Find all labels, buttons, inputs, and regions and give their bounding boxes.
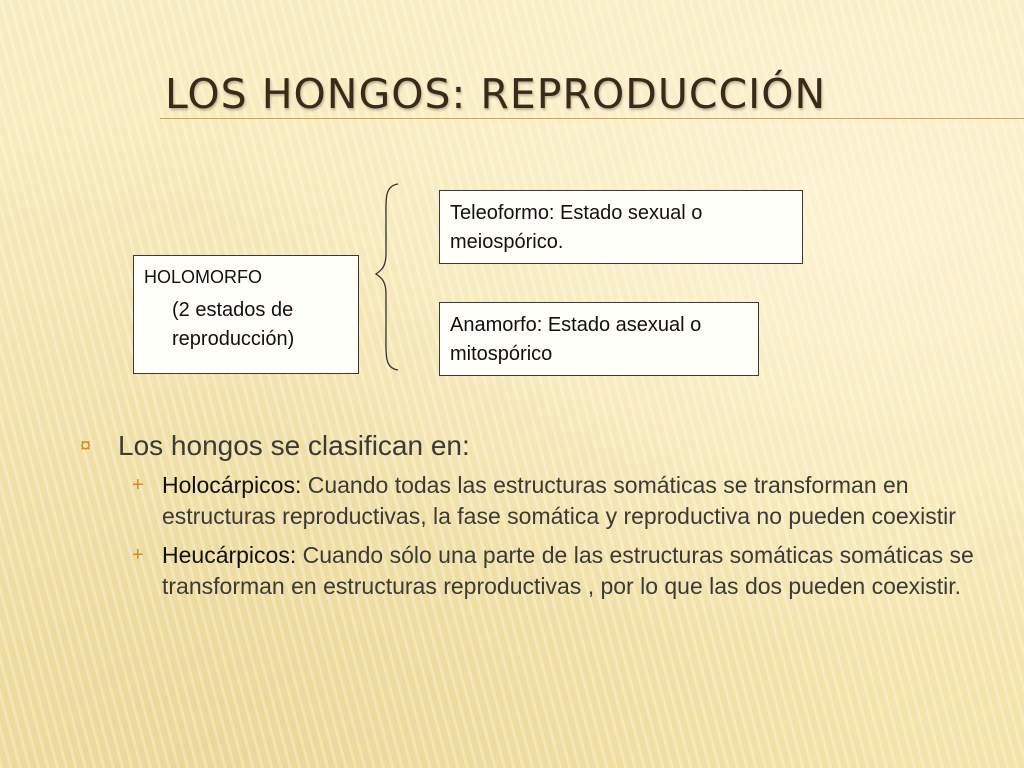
- holocarpicos-desc: Cuando todas las estructuras somáticas se transforman en estructuras reproductivas, la fase somática y reproductiva no pueden coexistir: [162, 472, 956, 529]
- slide-title: LOS HONGOS: REPRODUCCIÓN: [165, 70, 827, 118]
- bullet-list: [80, 428, 1000, 602]
- sub-bullet-heucarpicos: [132, 540, 1000, 602]
- teleoformo-desc: Estado sexual o meiospórico.: [450, 202, 703, 253]
- holomorfo-detail: (2 estados de reproducción): [172, 299, 295, 350]
- star-bullet-icon: ¤: [80, 435, 92, 457]
- plus-bullet-icon: +: [132, 474, 144, 496]
- sub-bullet-text: [162, 470, 982, 532]
- holomorfo-label: HOLOMORFO: [144, 267, 263, 287]
- bullet-main-text: Los hongos se clasifican en:: [118, 430, 470, 461]
- holomorfo-box: [133, 255, 359, 374]
- bullet-main: [80, 428, 1000, 464]
- anamorfo-term: Anamorfo:: [450, 314, 543, 336]
- anamorfo-box: [439, 302, 759, 376]
- plus-bullet-icon: +: [132, 544, 144, 566]
- title-underline: [160, 118, 1024, 119]
- heucarpicos-term: Heucárpicos:: [162, 542, 297, 568]
- curly-brace-icon: [370, 182, 402, 372]
- anamorfo-desc: Estado asexual o mitospórico: [450, 314, 702, 365]
- sub-bullet-text: [162, 540, 982, 602]
- teleoformo-term: Teleoformo:: [450, 202, 555, 224]
- heucarpicos-desc: Cuando sólo una parte de las estructuras somáticas somáticas se transforman en estructuras reproductivas , por lo que las dos pueden coexistir.: [162, 542, 974, 599]
- holocarpicos-term: Holocárpicos:: [162, 472, 302, 498]
- sub-bullet-holocarpicos: [132, 470, 1000, 532]
- teleoformo-box: [439, 190, 803, 264]
